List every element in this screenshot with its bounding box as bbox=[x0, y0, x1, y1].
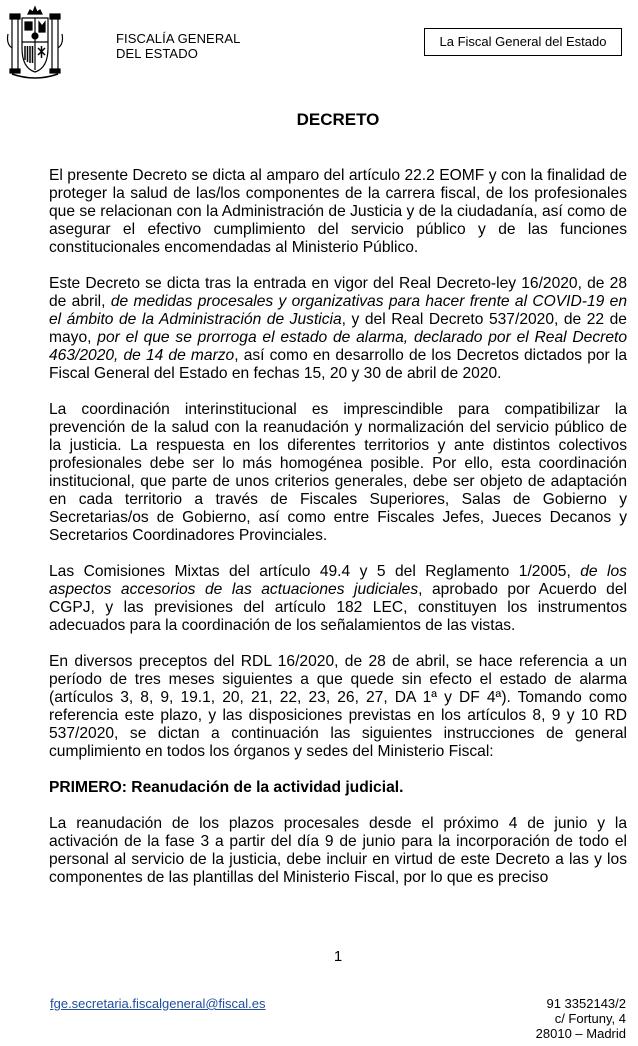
phone-number: 91 3352143/2 bbox=[546, 996, 626, 1011]
paragraph-2 bbox=[49, 275, 627, 383]
paragraph-3: La coordinación interinstitucional es imprescindible para compatibilizar la prevención de la salud con la reanudación y normalización del servicio público de la justicia. La respuesta en los diferentes territorios y ante distintos colectivos profesionales debe ser lo más homogénea posible. Por ello, esta coordinación institucional, que parte de unos criterios generales, debe ser objeto de adaptación en cada territorio a través de Fiscales Superiores, Salas de Gobierno y Secretarias/os de Gobierno, así como entre Fiscales Jefes, Jueces Decanos y Secretarios Coordinadores Provinciales. bbox=[49, 401, 627, 544]
page-number: 1 bbox=[333, 948, 343, 965]
paragraph-5: En diversos preceptos del RDL 16/2020, de 28 de abril, se hace referencia a un período de tres meses siguientes a que quede sin efecto el estado de alarma (artículos 3, 8, 9, 19.1, 20, 21, 22, 23, 26, 27, DA 1ª y DF 4ª). Tomando como referencia este plazo, y las disposiciones previstas en los artículos 8, 9 y 10 RD 537/2020, se dictan a continuación las siguientes instrucciones de general cumplimiento en todos los órganos y sedes del Ministerio Fiscal: bbox=[49, 653, 627, 760]
email-link[interactable]: fge.secretaria.fiscalgeneral@fiscal.es bbox=[50, 996, 266, 1011]
issuer-title-box: La Fiscal General del Estado bbox=[424, 28, 622, 56]
paragraph-1: El presente Decreto se dicta al amparo del artículo 22.2 EOMF y con la finalidad de proteger la salud de las/los componentes de la carrera fiscal, de los profesionales que se relacionan con la Administración de Justicia y de la ciudadanía, así como de asegurar el efectivo cumplimiento del servicio público y de las funciones constitucionales encomendadas al Ministerio Público. bbox=[49, 167, 627, 256]
paragraph-2-italic-d: por el que se prorroga el estado de alarma, declarado por el Real Decreto 463/2020, de 14 de marzo bbox=[49, 329, 628, 364]
contact-info bbox=[536, 996, 626, 1041]
document-body bbox=[49, 167, 627, 905]
organization-name-line1: FISCALÍA GENERAL bbox=[116, 31, 241, 46]
paragraph-4 bbox=[49, 563, 627, 635]
document-title: DECRETO bbox=[296, 110, 380, 129]
paragraph-4-text-c: , aprobado por Acuerdo del CGPJ, y las previsiones del artículo 182 LEC, constituyen los instrumentos adecuados para la coordinación de los señalamientos de las vistas. bbox=[49, 581, 627, 634]
paragraph-2-italic-b: de medidas procesales y organizativas para hacer frente al COVID-19 en el ámbito de la Administración de Justicia bbox=[49, 293, 627, 328]
paragraph-2-text-a: Este Decreto se dicta tras la entrada en vigor del Real Decreto-ley 16/2020, de 28 de abril, bbox=[49, 275, 627, 310]
paragraph-4-italic-b: de los aspectos accesorios de las actuaciones judiciales bbox=[49, 563, 627, 598]
paragraph-6: La reanudación de los plazos procesales desde el próximo 4 de junio y la activación de la fase 3 a partir del día 9 de junio para la incorporación de todo el personal al servicio de la justicia, debe incluir en virtud de este Decreto a las y los componentes de las plantillas del Ministerio Fiscal, por lo que es preciso bbox=[49, 815, 627, 886]
organization-name bbox=[116, 31, 240, 61]
organization-name-line2: DEL ESTADO bbox=[116, 46, 198, 61]
paragraph-2-text-c: , y del Real Decreto 537/2020, de 22 de mayo, bbox=[49, 311, 627, 346]
paragraph-2-text-e: , así como en desarrollo de los Decretos dictados por la Fiscal General del Estado en fechas 15, 20 y 30 de abril de 2020. bbox=[49, 347, 627, 382]
coat-of-arms-icon bbox=[6, 4, 64, 82]
paragraph-4-text-a: Las Comisiones Mixtas del artículo 49.4 y 5 del Reglamento 1/2005, bbox=[49, 563, 581, 580]
section-heading-primero: PRIMERO: Reanudación de la actividad judicial. bbox=[49, 779, 404, 796]
street-address: c/ Fortuny, 4 bbox=[554, 1011, 626, 1026]
city-address: 28010 – Madrid bbox=[535, 1026, 626, 1041]
